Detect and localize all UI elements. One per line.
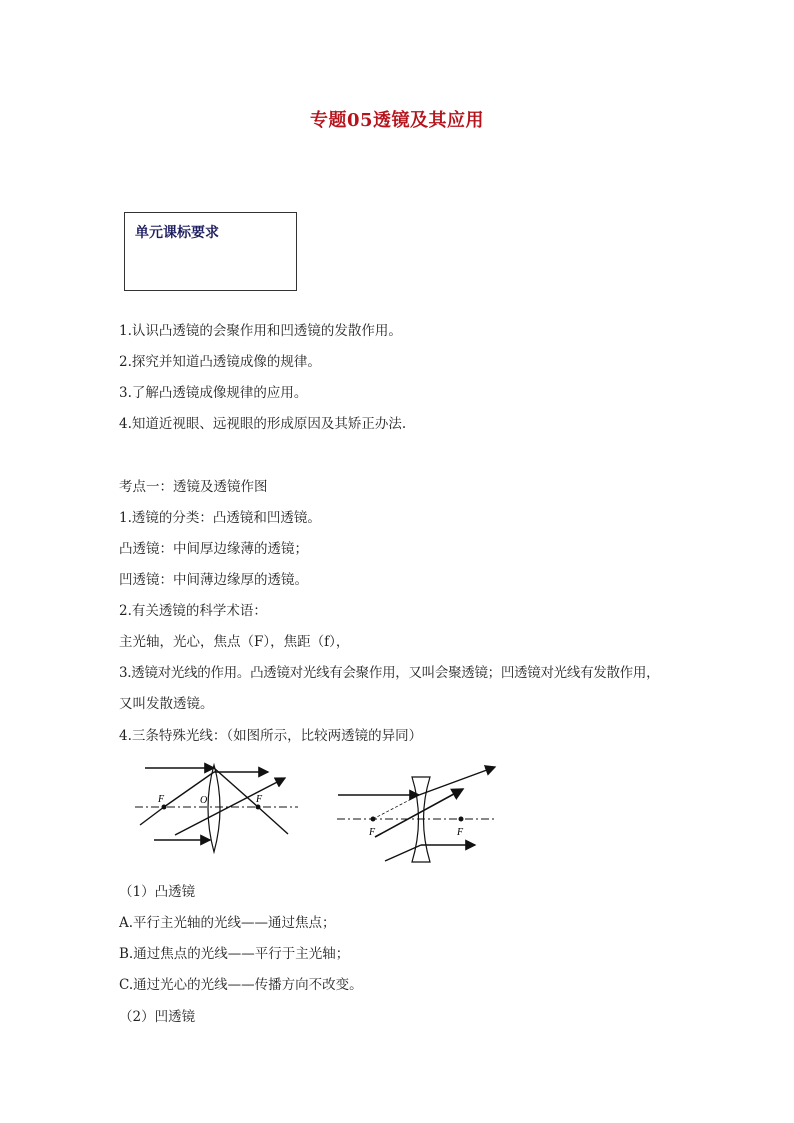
requirement-item: 3.了解凸透镜成像规律的应用。 (119, 385, 308, 401)
unit-requirements-box (124, 212, 297, 291)
body-line: 凸透镜：中间厚边缘薄的透镜； (119, 541, 308, 557)
focal-point (256, 805, 261, 810)
focal-label: F (158, 794, 165, 805)
body-line: 又叫发散透镜。 (119, 696, 214, 712)
body-line: 主光轴，光心，焦点（F），焦距（f）， (119, 634, 350, 650)
subsection-heading: （1）凸透镜 (119, 884, 196, 900)
optical-center-label: O (200, 795, 208, 806)
focal-label: F (369, 827, 376, 838)
unit-box-title: 单元课标要求 (135, 225, 219, 241)
subsection-heading: （2）凹透镜 (119, 1009, 196, 1025)
body-line: 4.三条特殊光线：（如图所示，比较两透镜的异同） (119, 728, 423, 744)
section-heading: 考点一：透镜及透镜作图 (119, 479, 268, 495)
body-line: A.平行主光轴的光线——通过焦点； (119, 915, 336, 931)
requirement-item: 1.认识凸透镜的会聚作用和凹透镜的发散作用。 (119, 323, 402, 339)
concave-lens-diagram (335, 765, 500, 870)
focal-point (459, 817, 464, 822)
focal-label: F (256, 794, 263, 805)
focal-label: F (457, 827, 464, 838)
requirement-item: 2.探究并知道凸透镜成像的规律。 (119, 354, 321, 370)
page-title: 专题05透镜及其应用 (309, 110, 485, 131)
convex-lens-shape (208, 765, 220, 852)
requirement-item: 4.知道近视眼、远视眼的形成原因及其矫正办法. (119, 416, 407, 432)
body-line: 2.有关透镜的科学术语： (119, 603, 267, 619)
body-line: 3.透镜对光线的作用。凸透镜对光线有会聚作用，又叫会聚透镜；凹透镜对光线有发散作用， (119, 665, 660, 681)
body-line: C.通过光心的光线——传播方向不改变。 (119, 977, 363, 993)
body-line: B.通过焦点的光线——平行于主光轴； (119, 946, 350, 962)
body-line: 1.透镜的分类：凸透镜和凹透镜。 (119, 510, 321, 526)
focal-point (371, 817, 376, 822)
body-line: 凹透镜：中间薄边缘厚的透镜。 (119, 572, 308, 588)
convex-lens-diagram (130, 760, 305, 860)
focal-point (162, 805, 167, 810)
